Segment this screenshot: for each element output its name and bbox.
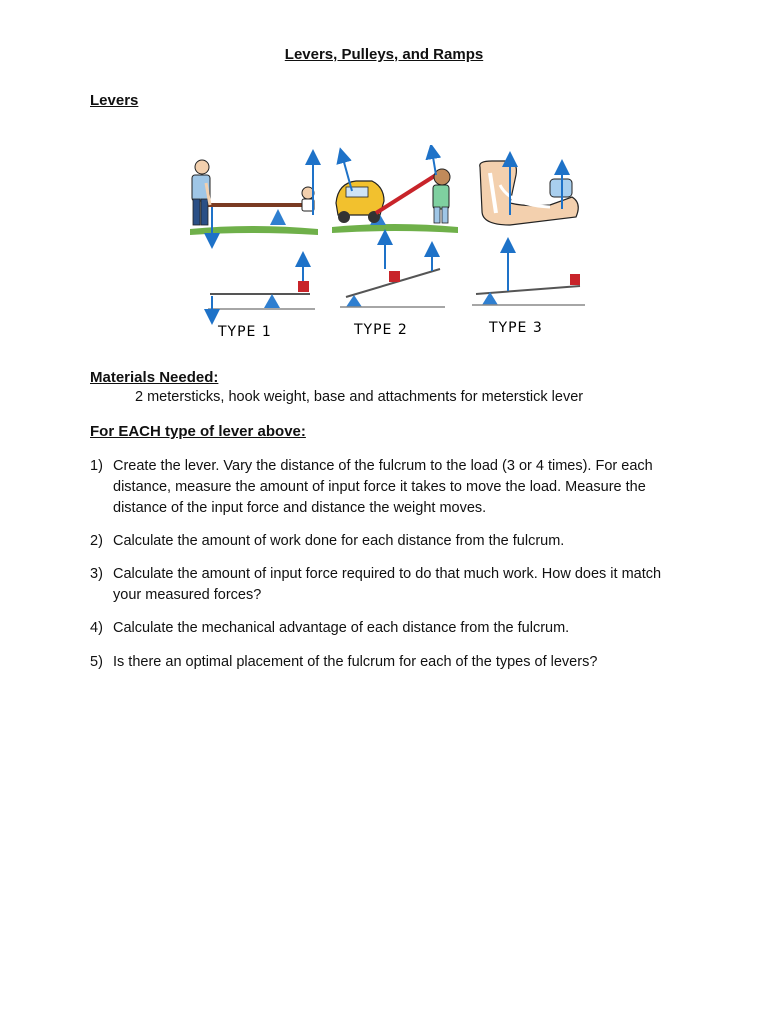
type-1-diagram bbox=[208, 259, 315, 317]
type-3-lever-bar bbox=[476, 286, 580, 294]
car-lever-scene bbox=[332, 151, 458, 233]
seesaw-scene bbox=[190, 157, 318, 241]
instruction-step bbox=[90, 564, 690, 606]
car-icon bbox=[336, 181, 384, 215]
instruction-step bbox=[90, 618, 690, 639]
car-lever-bar bbox=[376, 175, 436, 213]
instruction-step bbox=[90, 456, 690, 518]
step-text: Calculate the amount of input force required to do that much work. How does it match your measured forces? bbox=[113, 566, 662, 603]
type-3-load bbox=[570, 274, 580, 285]
instructions-heading: For EACH type of lever above: bbox=[90, 423, 306, 440]
type-1-load bbox=[298, 281, 309, 292]
instruction-step bbox=[90, 531, 690, 552]
type-3-label: TYPE 3 bbox=[489, 320, 543, 336]
lever-illustration-svg bbox=[180, 145, 600, 350]
page-title-text: Levers, Pulleys, and Ramps bbox=[284, 46, 484, 63]
step-number: 3) bbox=[90, 566, 103, 583]
page-title bbox=[0, 46, 768, 63]
grass-ground bbox=[332, 224, 458, 233]
instructions-list bbox=[90, 456, 690, 685]
lever-types-illustration bbox=[180, 145, 600, 350]
step-number: 4) bbox=[90, 620, 103, 637]
grass-ground bbox=[190, 226, 318, 235]
materials-text: 2 metersticks, hook weight, base and attachments for meterstick lever bbox=[135, 389, 584, 405]
step-text: Create the lever. Vary the distance of the fulcrum to the load (3 or 4 times). For each distance, measure the amount of input force it takes to move the load. Measure the distance of the input force and distance the weight moves. bbox=[113, 458, 653, 516]
instruction-step bbox=[90, 652, 690, 673]
type-3-diagram bbox=[472, 245, 585, 305]
step-number: 1) bbox=[90, 458, 103, 474]
step-text: Is there an optimal placement of the fulcrum for each of the types of levers? bbox=[113, 653, 598, 670]
seesaw-fulcrum bbox=[270, 209, 286, 225]
type-2-diagram bbox=[340, 237, 445, 307]
arm-lever-scene bbox=[480, 159, 579, 225]
type-1-fulcrum bbox=[264, 294, 280, 308]
section-heading-levers: Levers bbox=[90, 92, 139, 109]
step-text: Calculate the mechanical advantage of each distance from the fulcrum. bbox=[113, 620, 570, 637]
type-1-label: TYPE 1 bbox=[218, 324, 272, 340]
materials-heading: Materials Needed: bbox=[90, 369, 219, 386]
step-text: Calculate the amount of work done for each distance from the fulcrum. bbox=[113, 532, 565, 549]
step-number: 2) bbox=[90, 532, 103, 549]
step-number: 5) bbox=[90, 653, 103, 670]
up-arrow-icon bbox=[432, 151, 436, 175]
type-2-label: TYPE 2 bbox=[354, 322, 408, 338]
type-2-load bbox=[389, 271, 400, 282]
